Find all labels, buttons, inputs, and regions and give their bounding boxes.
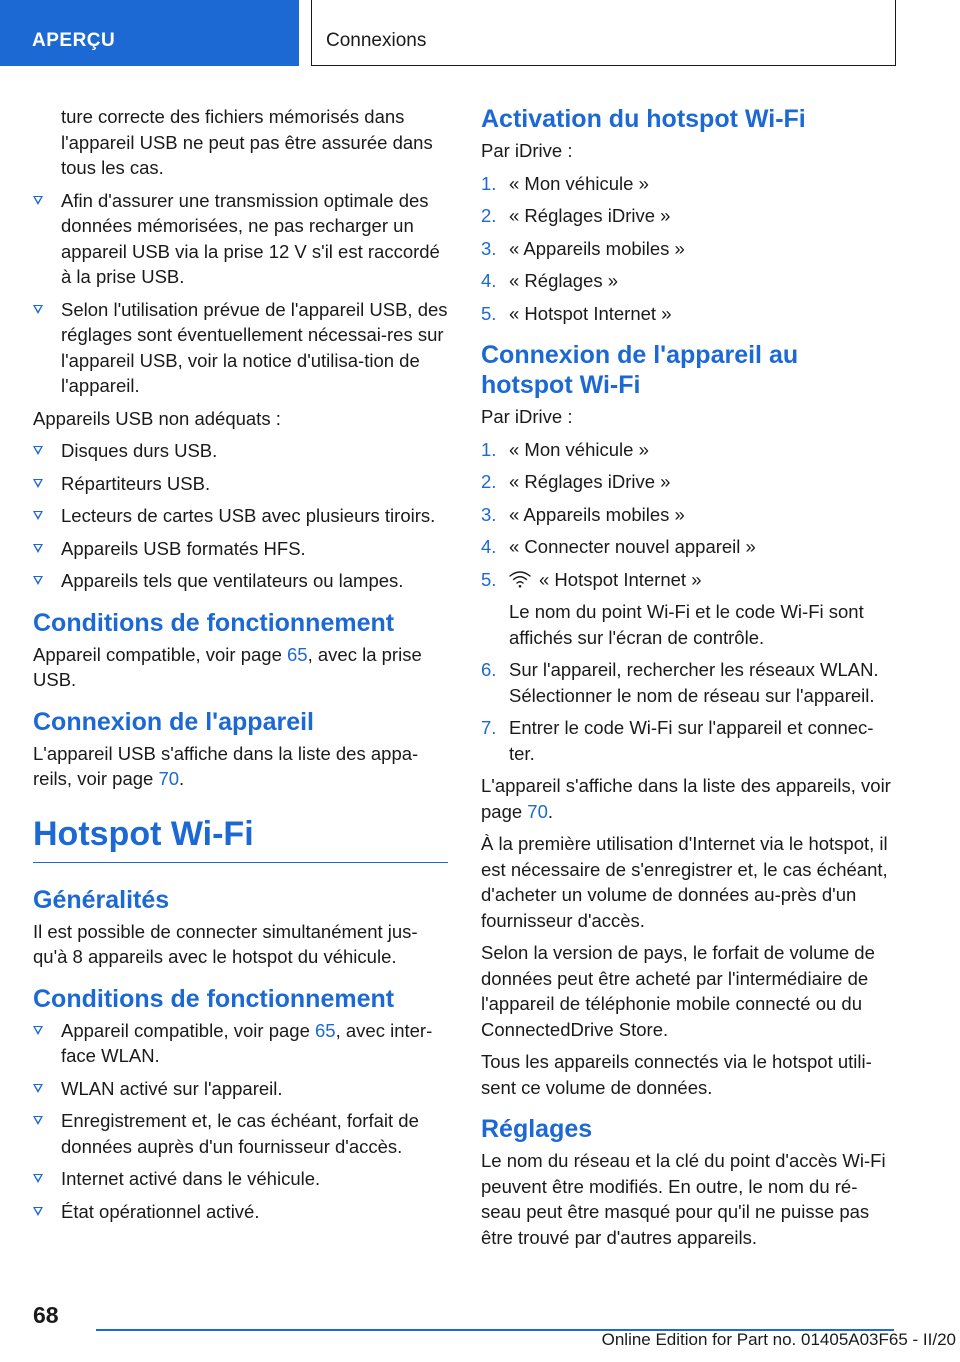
triangle-bullet-icon bbox=[33, 544, 43, 553]
triangle-bullet-icon bbox=[33, 196, 43, 205]
step-item: 4. « Réglages » bbox=[481, 270, 619, 291]
step-item: 2. « Réglages iDrive » bbox=[481, 205, 671, 226]
step-item: 2. « Réglages iDrive » bbox=[481, 471, 671, 492]
page-header bbox=[0, 0, 960, 66]
paragraph: Par iDrive : bbox=[481, 140, 573, 161]
wifi-icon bbox=[509, 569, 531, 589]
list-item: Enregistrement et, le cas échéant, forfait de données auprès d'un fournisseur d'accès. bbox=[33, 1108, 448, 1159]
step-item: 5. « Hotspot Internet » bbox=[481, 302, 672, 324]
page-link[interactable]: 65 bbox=[287, 643, 308, 665]
section-title: Connexions bbox=[311, 0, 896, 66]
page-link[interactable]: 70 bbox=[527, 800, 548, 822]
list-item: Appareils USB formatés HFS. bbox=[33, 536, 448, 562]
triangle-bullet-icon bbox=[33, 1084, 43, 1093]
list-item: État opérationnel activé. bbox=[33, 1199, 448, 1225]
step-item: 4. « Connecter nouvel appareil » bbox=[481, 536, 756, 557]
right-column bbox=[481, 104, 891, 1257]
heading-connexion-hotspot: Connexion de l'appareil au hotspot Wi-Fi bbox=[481, 341, 799, 399]
paragraph: ture correcte des fichiers mémorisés dans l'appareil USB ne peut pas être assurée dans tous les cas. bbox=[61, 106, 433, 178]
triangle-bullet-icon bbox=[33, 305, 43, 314]
triangle-bullet-icon bbox=[33, 1174, 43, 1183]
tab-apercu[interactable]: APERÇU bbox=[0, 0, 299, 66]
paragraph: Le nom du réseau et la clé du point d'accès Wi-Fi peuvent être modifiés. En outre, le nom du ré-seau peut être masqué pour qu'il ne puisse pas être trouvé par d'autres appareils. bbox=[481, 1150, 886, 1248]
step-item: 1. « Mon véhicule » bbox=[481, 172, 649, 194]
heading-generalites: Généralités bbox=[33, 885, 170, 914]
footer-edition: Online Edition for Part no. 01405A03F65 - II/20 bbox=[601, 1330, 956, 1349]
page-number: 68 bbox=[33, 1302, 59, 1328]
list-item: Appareil compatible, voir page 65, avec inter-face WLAN. bbox=[33, 1018, 448, 1069]
paragraph: L'appareil USB s'affiche dans la liste des appa-reils, voir page 70. bbox=[33, 742, 419, 789]
paragraph: Il est possible de connecter simultanément jus-qu'à 8 appareils avec le hotspot du véhicule. bbox=[33, 920, 418, 967]
list-item: Répartiteurs USB. bbox=[33, 471, 448, 497]
step-item: 6. Sur l'appareil, rechercher les réseaux WLAN. Sélectionner le nom de réseau sur l'appareil. bbox=[481, 659, 879, 706]
triangle-bullet-icon bbox=[33, 1116, 43, 1125]
list-item: Disques durs USB. bbox=[33, 438, 448, 464]
paragraph: L'appareil s'affiche dans la liste des appareils, voir page 70. bbox=[481, 775, 891, 822]
page-link[interactable]: 70 bbox=[158, 768, 180, 789]
heading-reglages: Réglages bbox=[481, 1115, 593, 1143]
paragraph: Tous les appareils connectés via le hotspot utili-sent ce volume de données. bbox=[481, 1051, 872, 1098]
step-subtext: Le nom du point Wi-Fi et le code Wi-Fi sont affichés sur l'écran de contrôle. bbox=[509, 601, 864, 648]
list-item: WLAN activé sur l'appareil. bbox=[33, 1076, 448, 1102]
heading-activation: Activation du hotspot Wi-Fi bbox=[481, 105, 806, 133]
heading-hotspot: Hotspot Wi-Fi bbox=[33, 814, 448, 863]
triangle-bullet-icon bbox=[33, 511, 43, 520]
paragraph: Selon la version de pays, le forfait de volume de données peut être acheté par l'intermédiaire de l'appareil de téléphonie mobile connecté ou du ConnectedDrive Store. bbox=[481, 942, 875, 1040]
list-item: Selon l'utilisation prévue de l'appareil USB, des réglages sont éventuellement nécessai-res sur l'appareil USB, voir la notice d'utilisa-tion de l'appareil. bbox=[33, 297, 448, 399]
heading-connexion: Connexion de l'appareil bbox=[33, 707, 314, 736]
list-item: Afin d'assurer une transmission optimale des données mémorisées, ne pas recharger un appareil USB via la prise 12 V s'il est raccordé à la prise USB. bbox=[33, 188, 448, 290]
list-item: Internet activé dans le véhicule. bbox=[33, 1166, 448, 1192]
triangle-bullet-icon bbox=[33, 1207, 43, 1216]
step-item: 3. « Appareils mobiles » bbox=[481, 503, 685, 525]
list-item: Lecteurs de cartes USB avec plusieurs tiroirs. bbox=[33, 503, 448, 529]
page-link[interactable]: 65 bbox=[315, 1019, 336, 1041]
step-item: 7. Entrer le code Wi-Fi sur l'appareil et connec-ter. bbox=[481, 717, 874, 764]
triangle-bullet-icon bbox=[33, 479, 43, 488]
paragraph: Appareils USB non adéquats : bbox=[33, 407, 281, 429]
step-item: 3. « Appareils mobiles » bbox=[481, 237, 685, 259]
heading-conditions-2: Conditions de fonctionnement bbox=[33, 984, 395, 1013]
triangle-bullet-icon bbox=[33, 446, 43, 455]
paragraph: Appareil compatible, voir page 65, avec la prise USB. bbox=[33, 643, 422, 690]
triangle-bullet-icon bbox=[33, 576, 43, 585]
list-item: Appareils tels que ventilateurs ou lampes. bbox=[33, 568, 448, 594]
paragraph: À la première utilisation d'Internet via le hotspot, il est nécessaire de s'enregistrer et, le cas échéant, d'acheter un volume de données au-près d'un fournisseur d'accès. bbox=[481, 833, 888, 931]
triangle-bullet-icon bbox=[33, 1026, 43, 1035]
step-item: 5. « Hotspot Internet » Le nom du point Wi-Fi et le code Wi-Fi sont affichés sur l'écran de contrôle. bbox=[481, 567, 891, 651]
heading-conditions: Conditions de fonctionnement bbox=[33, 608, 395, 637]
paragraph: Par iDrive : bbox=[481, 406, 573, 427]
left-column bbox=[33, 104, 448, 1231]
step-item: 1. « Mon véhicule » bbox=[481, 438, 649, 460]
